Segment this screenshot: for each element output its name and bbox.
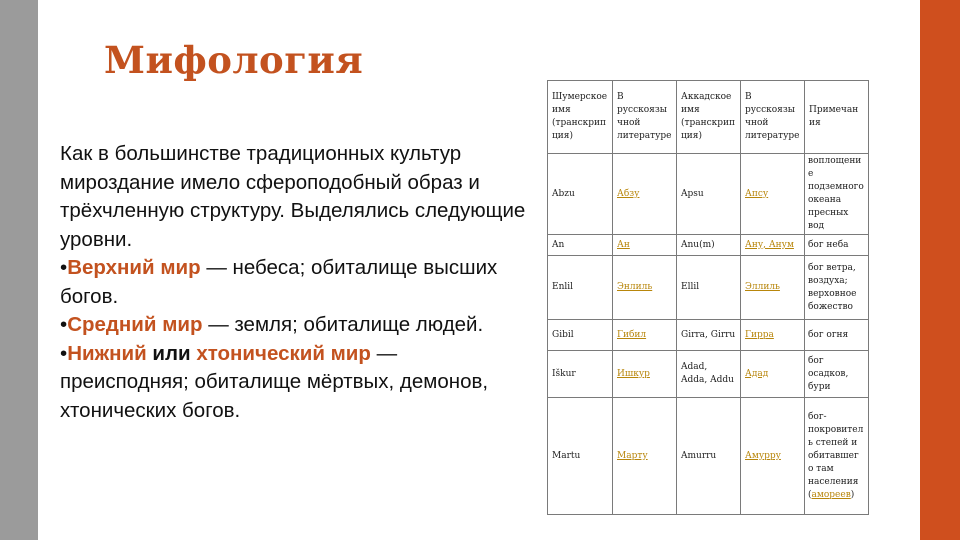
table-header-cell: В русскоязычной литературе	[613, 81, 677, 154]
slide-title: Мифология	[104, 38, 364, 82]
table-row	[548, 154, 869, 235]
table-row	[548, 320, 869, 351]
table-header-cell: В русскоязычной литературе	[741, 81, 805, 154]
sumerian-name: Enlil	[548, 256, 613, 320]
intro-text: Как в большинстве традиционных культур мироздание имело сфероподобный образ и трёхчленную структуру. Выделялись следующие уровни.	[60, 142, 526, 251]
note-cell: бог неба	[805, 235, 869, 256]
note-close-paren: )	[850, 489, 855, 500]
russian-name-link[interactable]: Гибил	[613, 320, 677, 351]
russian-name-link[interactable]: Гирра	[741, 320, 805, 351]
amorites-link[interactable]: амореев	[811, 489, 851, 500]
russian-name-link[interactable]: Энлиль	[613, 256, 677, 320]
table-header-row	[548, 81, 869, 154]
chthonic-world-term: хтонический мир	[196, 341, 371, 365]
akkadian-name: Amurru	[677, 398, 741, 515]
table-row	[548, 235, 869, 256]
lower-world-term: Нижний	[67, 341, 147, 365]
akkadian-name: Girra, Girru	[677, 320, 741, 351]
upper-world-desc: — небеса; обиталище высших богов.	[60, 256, 498, 308]
left-decorative-bar	[0, 0, 38, 540]
table-header-cell: Аккадское имя (транскрипция)	[677, 81, 741, 154]
sumerian-name: Abzu	[548, 154, 613, 235]
russian-name-link[interactable]: Адад	[741, 351, 805, 398]
russian-name-link[interactable]: Марту	[613, 398, 677, 515]
table-header-cell: Шумерское имя (транскрипция)	[548, 81, 613, 154]
sumerian-name: An	[548, 235, 613, 256]
slide-body: Как в большинстве традиционных культур мироздание имело сфероподобный образ и трёхчленную структуру. Выделялись следующие уровни. •Верхний мир — небеса; обиталище высших богов. •Средний мир — земля; обиталище людей. •Нижний или хтонический мир — преисподняя; обиталище мёртвых, демонов, хтонических богов.	[60, 142, 526, 422]
russian-name-link[interactable]: Абзу	[613, 154, 677, 235]
sumerian-name: Iškur	[548, 351, 613, 398]
akkadian-name: Adad, Adda, Addu	[677, 351, 741, 398]
note-cell: бог огня	[805, 320, 869, 351]
russian-name-link[interactable]: Апсу	[741, 154, 805, 235]
note-cell	[805, 398, 869, 515]
note-cell: бог осадков, бури	[805, 351, 869, 398]
sumerian-name: Gibil	[548, 320, 613, 351]
table-row	[548, 398, 869, 515]
russian-name-link[interactable]: Амурру	[741, 398, 805, 515]
middle-world-desc: — земля; обиталище людей.	[202, 313, 484, 336]
lower-world-desc: — преисподняя; обиталище мёртвых, демонов, хтонических богов.	[60, 341, 489, 422]
note-cell: воплощение подземного океана пресных вод	[805, 154, 869, 235]
right-accent-bar	[920, 0, 960, 540]
akkadian-name: Anu(m)	[677, 235, 741, 256]
russian-name-link[interactable]: Ану, Анум	[741, 235, 805, 256]
russian-name-link[interactable]: Ишкур	[613, 351, 677, 398]
gods-table	[547, 80, 869, 515]
lower-or-word: или	[152, 341, 191, 365]
middle-world-term: Средний мир	[67, 313, 203, 336]
russian-name-link[interactable]: Эллиль	[741, 256, 805, 320]
table-header-cell: Примечания	[805, 81, 869, 154]
akkadian-name: Ellil	[677, 256, 741, 320]
note-text: бог-покровитель степей и обитавшего там населения (	[808, 411, 864, 500]
akkadian-name: Apsu	[677, 154, 741, 235]
sumerian-name: Martu	[548, 398, 613, 515]
table-row	[548, 256, 869, 320]
table-row	[548, 351, 869, 398]
note-cell: бог ветра, воздуха; верховное божество	[805, 256, 869, 320]
upper-world-term: Верхний мир	[67, 256, 201, 279]
russian-name-link[interactable]: Ан	[613, 235, 677, 256]
